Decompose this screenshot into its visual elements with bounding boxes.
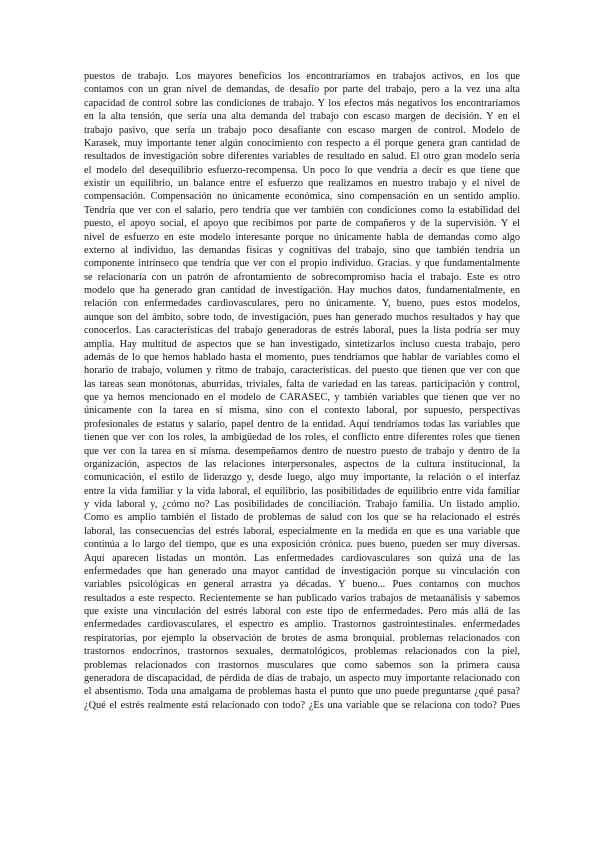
text-line: Aquí aparecen listadas un montón. Las enfermedades cardiovasculares son quizá una de las bbox=[84, 552, 520, 564]
text-line: amplia. Hay multitud de aspectos que se han investigado, sintetizarlos incluso cuesta trabajo, pero bbox=[84, 338, 520, 350]
body-text bbox=[84, 70, 520, 712]
text-line: conocerlos. Las características del trabajo generadoras de estrés laboral, pues la lista podría ser muy bbox=[84, 325, 520, 337]
text-line: en la alta tensión, que sería una alta demanda del trabajo con escaso margen de decisión. Y en el bbox=[84, 111, 520, 123]
text-line: que existe una vinculación del estrés laboral con este tipo de enfermedades. Pero más allá de las bbox=[84, 606, 520, 617]
text-line: variables psicológicas en general arrastra ya décadas. Y bueno... Pues contamos con muchos bbox=[84, 579, 520, 591]
text-line: que ya hemos mencionado en el modelo de CARASEC, y también variables que tienen que ver no bbox=[84, 392, 520, 403]
text-line: generadora de discapacidad, de pérdida de días de trabajo, un aspecto muy importante relacionado con bbox=[84, 672, 520, 684]
text-line: entre la vida familiar y la vida laboral, el equilibrio, las posibilidades de equilibrio entre vida familiar bbox=[84, 485, 520, 497]
text-line: las tareas sean monótonas, aburridas, triviales, falta de variedad en las tareas. participación y control, bbox=[84, 378, 520, 390]
text-line: Karasek, muy importante tener algún conocimiento con respecto a él porque genera gran cantidad de bbox=[84, 137, 520, 149]
text-line: externo al individuo, las demandas físicas y cognitivas del trabajo, sino que también tendría un bbox=[84, 244, 520, 256]
text-line: organización, aspectos de las relaciones interpersonales, aspectos de la cultura institucional, la bbox=[84, 458, 520, 470]
text-line: ¿Qué el estrés realmente está relacionado con todo? ¿Es una variable que se relaciona con todo? Pues bbox=[84, 699, 520, 711]
text-line: resultados a este respecto. Recientemente se han publicado varios trabajos de metaanálisis y sabemos bbox=[84, 592, 520, 604]
text-line: laboral, las consecuencias del estrés laboral, especialmente en la medida en que es una variable que bbox=[84, 525, 520, 537]
text-line: trabajo pasivo, que sería un trabajo poco desafiante con escaso margen de control. Modelo de bbox=[84, 124, 520, 136]
text-line: tienen que ver con los roles, la ambigüedad de los roles, el conflicto entre diferentes roles que tienen bbox=[84, 432, 520, 444]
text-line: el modelo del desequilibrio esfuerzo-recompensa. Un poco lo que vendría a decir es que tiene que bbox=[84, 164, 520, 176]
text-line: se relacionaría con un patrón de afrontamiento de sobrecompromiso hacia el trabajo. Este es otro bbox=[84, 271, 520, 283]
text-line: y vida laboral y, ¿cómo no? Las posibilidades de conciliación. Trabajo familia. Un listado amplio. bbox=[84, 499, 520, 510]
text-line: componente intrínseco que tendría que ver con el propio individuo. Gracias. y que fundamentalmente bbox=[84, 258, 520, 270]
text-line: únicamente con la tarea en sí misma, sino con el contexto laboral, por supuesto, perspectivas bbox=[84, 405, 520, 417]
text-line: problemas relacionados con trastornos musculares que como sabemos son la primera causa bbox=[84, 659, 520, 671]
text-line: Tendría que ver con el salario, pero tendría que ver también con condiciones como la estabilidad del bbox=[84, 204, 520, 216]
text-line: modelo que ha generado gran cantidad de investigación. Hay muchos datos, fundamentalmente, en bbox=[84, 285, 520, 296]
text-line: horario de trabajo, volumen y ritmo de trabajo, características. del puesto que tienen que ver con que bbox=[84, 365, 520, 377]
text-line: además de lo que hemos hablado hasta el momento, pues tendríamos que hablar de variables como el bbox=[84, 351, 520, 363]
text-line: continúa a lo largo del tiempo, que es una exposición crónica. pues bueno, pueden ser muy diversas. bbox=[84, 539, 520, 551]
text-line: el absentismo. Toda una amalgama de problemas hasta el punto que uno puede preguntarse ¿qué pasa? bbox=[84, 686, 520, 698]
text-line: aunque son del ámbito, sobre todo, de investigación, pues han generado muchos resultados y hay que bbox=[84, 311, 520, 323]
text-line: capacidad de control sobre las condiciones de trabajo. Y los efectos más negativos los encontraríamos bbox=[84, 97, 520, 109]
text-line: respiratorias, por ejemplo la observación de brotes de asma bronquial. problemas relacionados con bbox=[84, 632, 520, 644]
text-line: relación con enfermedades cardiovasculares, pero no únicamente. Y, bueno, pues estos modelos, bbox=[84, 298, 520, 310]
text-line: puesto, el apoyo social, el apoyo que recibimos por parte de compañeros y de la supervisión. Y el bbox=[84, 218, 520, 230]
text-line: Como es amplio también el listado de problemas de salud con los que se ha relacionado el estrés bbox=[84, 512, 520, 524]
text-line: enfermedades cardiovasculares, el espectro es amplio. Trastornos gastrointestinales. enfermedades bbox=[84, 619, 520, 631]
text-line: puestos de trabajo. Los mayores beneficios los encontraríamos en trabajos activos, en los que bbox=[84, 71, 520, 82]
text-line: resultados de investigación sobre diferentes variables de resultado en salud. El otro gran modelo sería bbox=[84, 151, 520, 163]
text-line: nivel de esfuerzo en este modelo interesante porque no únicamente habla de demandas como algo bbox=[84, 231, 520, 243]
text-line: que ver con la tarea en sí misma. desempeñamos dentro de nuestro puesto de trabajo y dentro de la bbox=[84, 445, 520, 457]
text-line: comunicación, el estilo de liderazgo y, desde luego, algo muy importante, la relación o el interfaz bbox=[84, 472, 520, 484]
text-line: profesionales de estatus y salario, papel dentro de la entidad. Aquí tendríamos todas las variables que bbox=[84, 418, 520, 430]
text-line: contamos con un gran nivel de demandas, de desafío por parte del trabajo, pero a la vez una alta bbox=[84, 84, 520, 96]
text-line: compensación. Compensación no únicamente económica, sino compensación en un sentido amplio. bbox=[84, 191, 520, 203]
text-line: trastornos endocrinos, trastornos sexuales, dermatológicos, problemas relacionados con la piel, bbox=[84, 646, 520, 658]
text-line: enfermedades que han generado una mayor cantidad de investigación porque su vinculación con bbox=[84, 565, 520, 577]
text-line: existir un equilibrio, un balance entre el esfuerzo que realizamos en nuestro trabajo y el nivel de bbox=[84, 178, 520, 189]
